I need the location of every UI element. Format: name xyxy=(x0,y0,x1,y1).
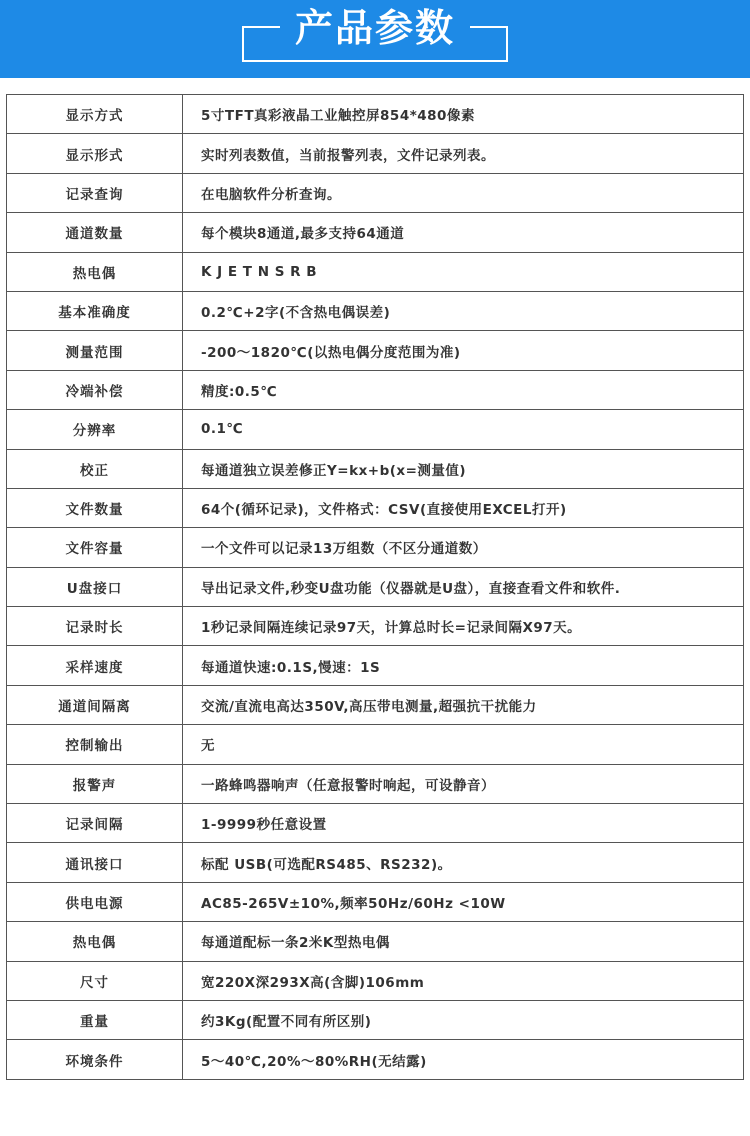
spec-label: 热电偶 xyxy=(7,922,183,961)
spec-label: 报警声 xyxy=(7,764,183,803)
spec-label: 校正 xyxy=(7,449,183,488)
table-row xyxy=(7,607,744,646)
spec-value: 在电脑软件分析查询。 xyxy=(183,173,744,212)
table-row xyxy=(7,410,744,449)
table-row xyxy=(7,646,744,685)
spec-value: -200～1820℃(以热电偶分度范围为准) xyxy=(183,331,744,370)
spec-value: 每通道独立误差修正Y=kx+b(x=测量值) xyxy=(183,449,744,488)
table-row xyxy=(7,764,744,803)
spec-value: 标配 USB(可选配RS485、RS232)。 xyxy=(183,843,744,882)
table-row xyxy=(7,685,744,724)
spec-table-body xyxy=(7,95,744,1080)
spec-value: 交流/直流电高达350V,高压带电测量,超强抗干扰能力 xyxy=(183,685,744,724)
spec-label: 环境条件 xyxy=(7,1040,183,1079)
page-title: 产品参数 xyxy=(294,6,455,50)
spec-label: 记录时长 xyxy=(7,607,183,646)
spec-value: 64个(循环记录)，文件格式：CSV(直接使用EXCEL打开) xyxy=(183,488,744,527)
spec-label: U盘接口 xyxy=(7,567,183,606)
table-row xyxy=(7,370,744,409)
spec-value: 5～40℃,20%～80%RH(无结露) xyxy=(183,1040,744,1079)
spec-label: 重量 xyxy=(7,1000,183,1039)
spec-label: 显示方式 xyxy=(7,95,183,134)
spec-label: 供电电源 xyxy=(7,882,183,921)
spec-value: 导出记录文件,秒变U盘功能（仪器就是U盘），直接查看文件和软件. xyxy=(183,567,744,606)
spec-label: 采样速度 xyxy=(7,646,183,685)
table-row xyxy=(7,843,744,882)
table-row xyxy=(7,95,744,134)
table-row xyxy=(7,173,744,212)
table-row xyxy=(7,134,744,173)
spec-label: 通道间隔离 xyxy=(7,685,183,724)
spec-label: 显示形式 xyxy=(7,134,183,173)
table-row xyxy=(7,252,744,291)
spec-table xyxy=(6,94,744,1080)
spec-label: 文件数量 xyxy=(7,488,183,527)
spec-value: 实时列表数值，当前报警列表，文件记录列表。 xyxy=(183,134,744,173)
spec-value: 每通道配标一条2米K型热电偶 xyxy=(183,922,744,961)
spec-label: 热电偶 xyxy=(7,252,183,291)
spec-label: 测量范围 xyxy=(7,331,183,370)
spec-label: 分辨率 xyxy=(7,410,183,449)
spec-value: 每个模块8通道,最多支持64通道 xyxy=(183,213,744,252)
table-row xyxy=(7,922,744,961)
spec-value: 一路蜂鸣器响声（任意报警时响起，可设静音） xyxy=(183,764,744,803)
spec-value: 1-9999秒任意设置 xyxy=(183,804,744,843)
spec-label: 尺寸 xyxy=(7,961,183,1000)
spec-value: 约3Kg(配置不同有所区别) xyxy=(183,1000,744,1039)
table-row xyxy=(7,213,744,252)
spec-value: 0.2℃+2字(不含热电偶误差) xyxy=(183,291,744,330)
spec-label: 记录查询 xyxy=(7,173,183,212)
spec-label: 控制输出 xyxy=(7,725,183,764)
table-row xyxy=(7,567,744,606)
spec-value: 宽220X深293X高(含脚)106mm xyxy=(183,961,744,1000)
spec-value: 无 xyxy=(183,725,744,764)
spec-value: 每通道快速:0.1S,慢速：1S xyxy=(183,646,744,685)
spec-label: 基本准确度 xyxy=(7,291,183,330)
spec-label: 记录间隔 xyxy=(7,804,183,843)
spec-value: 0.1℃ xyxy=(183,410,744,449)
spec-value: K J E T N S R B xyxy=(183,252,744,291)
table-row xyxy=(7,449,744,488)
table-row xyxy=(7,291,744,330)
spec-label: 文件容量 xyxy=(7,528,183,567)
spec-value: 一个文件可以记录13万组数（不区分通道数） xyxy=(183,528,744,567)
table-row xyxy=(7,488,744,527)
spec-value: AC85-265V±10%,频率50Hz/60Hz <10W xyxy=(183,882,744,921)
table-row xyxy=(7,882,744,921)
spec-value: 5寸TFT真彩液晶工业触控屏854*480像素 xyxy=(183,95,744,134)
spec-value: 精度:0.5℃ xyxy=(183,370,744,409)
table-row xyxy=(7,961,744,1000)
table-row xyxy=(7,528,744,567)
table-row xyxy=(7,331,744,370)
spec-label: 冷端补偿 xyxy=(7,370,183,409)
spec-label: 通讯接口 xyxy=(7,843,183,882)
table-row xyxy=(7,1040,744,1079)
table-row xyxy=(7,725,744,764)
table-row xyxy=(7,1000,744,1039)
spec-label: 通道数量 xyxy=(7,213,183,252)
header-banner xyxy=(0,0,750,78)
spec-value: 1秒记录间隔连续记录97天，计算总时长=记录间隔X97天。 xyxy=(183,607,744,646)
table-row xyxy=(7,804,744,843)
